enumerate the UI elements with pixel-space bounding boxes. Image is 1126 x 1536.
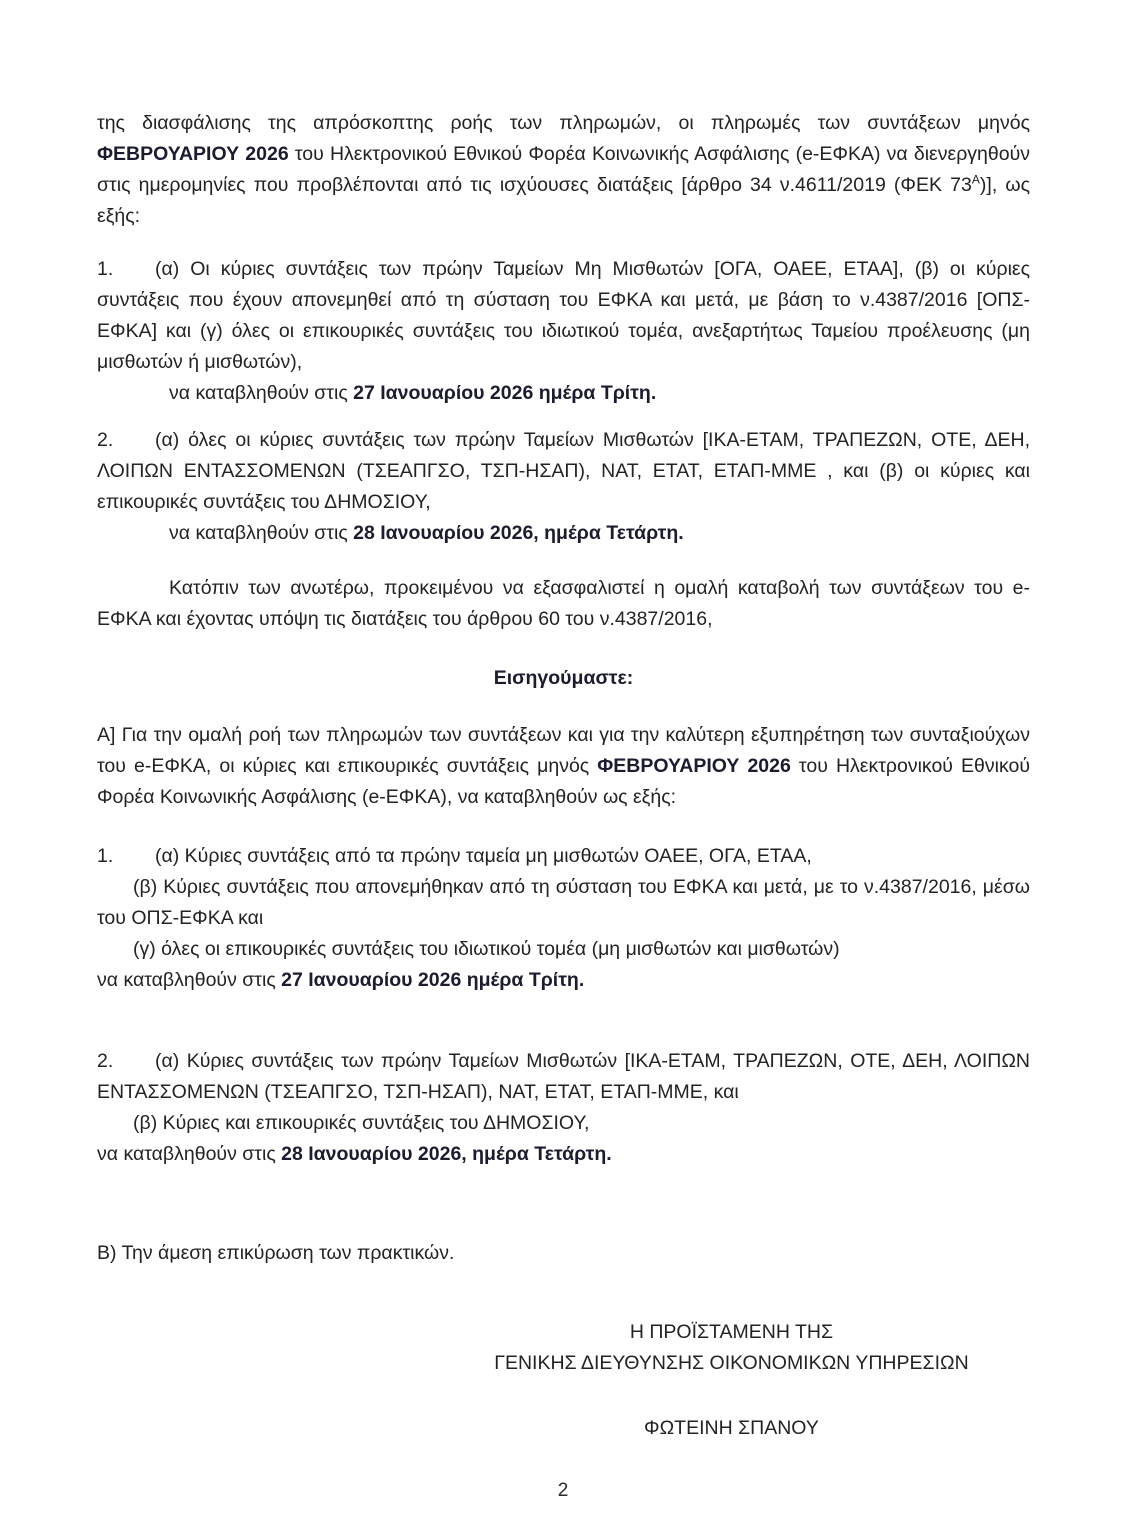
list1-item-1-date-line [97,378,1030,409]
section-a-month-bold: ΦΕΒΡΟΥΑΡΙΟΥ 2026 [597,755,791,777]
section-b-paragraph: Β) Την άμεση επικύρωση των πρακτικών. [97,1242,455,1264]
list1-item-2 [97,425,1030,549]
list2-item-2-date-bold: 28 Ιανουαρίου 2026, ημέρα Τετάρτη. [281,1143,612,1165]
list1-item-2-body [97,425,1030,518]
list1-item-1-date-bold: 27 Ιανουαρίου 2026 ημέρα Τρίτη. [353,382,657,404]
signature-name: ΦΩΤΕΙΝΗ ΣΠΑΝΟΥ [644,1417,819,1439]
list2-item-1-date-bold: 27 Ιανουαρίου 2026 ημέρα Τρίτη. [281,969,585,991]
list1-item-2-date-line [97,518,1030,549]
signature-title-line-1: Η ΠΡΟΪΣΤΑΜΕΝΗ ΤΗΣ [629,1321,834,1343]
list2-item-1-number: 1. [97,845,114,867]
list1-item-2-date-prefix: να καταβληθούν στις [169,522,354,544]
katopin-paragraph: Κατόπιν των ανωτέρω, προκειμένου να εξασφαλιστεί η ομαλή καταβολή των συντάξεων του e-ΕΦΚΑ και έχοντας υπόψη τις διατάξεις του άρθρου 60 του ν.4387/2016, [97,577,1030,630]
list2-item-1-line-a [97,841,1030,872]
list2-item-2-line-a [97,1046,1030,1108]
intro-text-mid: του Ηλεκτρονικού Εθνικού Φορέα Κοινωνικής Ασφάλισης (e-ΕΦΚΑ) να διενεργηθούν στις ημερομηνίες που προβλέπονται από τις ισχύουσες διατάξεις [άρθρο 34 ν.4611/2019 (ΦΕΚ 73 [97,143,1030,196]
list2-item-1-line-c: (γ) όλες οι επικουρικές συντάξεις του ιδιωτικού τομέα (μη μισθωτών και μισθωτών) [133,938,840,960]
signature-block [452,1317,1012,1444]
section-a-text-pre: Α] Για την ομαλή ροή των πληρωμών των συντάξεων και για την καλύτερη εξυπηρέτηση των συνταξιούχων του e-ΕΦΚΑ, οι κύριες και επικουρικές συντάξεις μηνός [97,724,1030,777]
list1-item-1-number: 1. [97,258,114,280]
list2-item-1-line-b: (β) Κύριες συντάξεις που απονεμήθηκαν από τη σύσταση του ΕΦΚΑ και μετά, με το ν.4387/2016, μέσω του ΟΠΣ-ΕΦΚΑ και [97,876,1030,929]
section-a-text-post: του Ηλεκτρονικού Εθνικού Φορέα Κοινωνικής Ασφάλισης (e-ΕΦΚΑ), να καταβληθούν ως εξής: [97,755,1030,808]
intro-text-pre: της διασφάλισης της απρόσκοπτης ροής των πληρωμών, οι πληρωμές των συντάξεων μηνός [97,112,1030,134]
page-number: 2 [557,1480,569,1501]
list2-item-2-date-line [97,1139,1030,1170]
list2-item-1-date-line [97,965,1030,996]
list1-item-2-number: 2. [97,429,114,451]
list1-item-1-body [97,254,1030,378]
list2-item-1 [97,841,1030,996]
intro-text-post: )], ως εξής: [97,174,1031,227]
signature-title-line-2: ΓΕΝΙΚΗΣ ΔΙΕΥΘΥΝΣΗΣ ΟΙΚΟΝΟΜΙΚΩΝ ΥΠΗΡΕΣΙΩΝ [494,1352,969,1374]
intro-paragraph [97,108,1030,232]
list2-item-1-date-prefix: να καταβληθούν στις [97,969,282,991]
list2-item-2 [97,1046,1030,1170]
list1-item-2-date-bold: 28 Ιανουαρίου 2026, ημέρα Τετάρτη. [353,522,684,544]
list1-item-1-text: (α) Οι κύριες συντάξεις των πρώην Ταμείων Μη Μισθωτών [ΟΓΑ, ΟΑΕΕ, ΕΤΑΑ], (β) οι κύριες συντάξεις που έχουν απονεμηθεί από τη σύσταση του ΕΦΚΑ και μετά, με βάση το ν.4387/2016 [ΟΠΣ-ΕΦΚΑ] και (γ) όλες οι επικουρικές συντάξεις του ιδιωτικού τομέα, ανεξαρτήτως Ταμείου προέλευσης (μη μισθωτών ή μισθωτών), [97,258,1030,373]
list1-item-2-text: (α) όλες οι κύριες συντάξεις των πρώην Ταμείων Μισθωτών [ΙΚΑ-ΕΤΑΜ, ΤΡΑΠΕΖΩΝ, ΟΤΕ, ΔΕΗ, ΛΟΙΠΩΝ ΕΝΤΑΣΣΟΜΕΝΩΝ (ΤΣΕΑΠΓΣΟ, ΤΣΠ-ΗΣΑΠ), ΝΑΤ, ΕΤΑΤ, ΕΤΑΠ-ΜΜΕ , και (β) οι κύριες και επικουρικές συντάξεις του ΔΗΜΟΣΙΟΥ, [97,429,1030,513]
list2-item-1-line-a-text: (α) Κύριες συντάξεις από τα πρώην ταμεία μη μισθωτών ΟΑΕΕ, ΟΓΑ, ΕΤΑΑ, [155,845,812,867]
section-a-paragraph [97,720,1030,813]
list2-item-2-line-a-text: (α) Κύριες συντάξεις των πρώην Ταμείων Μισθωτών [ΙΚΑ-ΕΤΑΜ, ΤΡΑΠΕΖΩΝ, ΟΤΕ, ΔΕΗ, ΛΟΙΠΩΝ ΕΝΤΑΣΣΟΜΕΝΩΝ (ΤΣΕΑΠΓΣΟ, ΤΣΠ-ΗΣΑΠ), ΝΑΤ, ΕΤΑΤ, ΕΤΑΠ-ΜΜΕ, και [97,1050,1030,1103]
intro-month-bold: ΦΕΒΡΟΥΑΡΙΟΥ 2026 [97,143,289,165]
list1-item-1 [97,254,1030,409]
intro-fek-superscript: Α [971,172,980,187]
list2-item-2-line-b: (β) Κύριες και επικουρικές συντάξεις του ΔΗΜΟΣΙΟΥ, [133,1112,590,1134]
list2-item-2-number: 2. [97,1050,114,1072]
list1-item-1-date-prefix: να καταβληθούν στις [169,382,354,404]
proposal-heading: Εισηγούμαστε: [493,667,634,689]
list2-item-2-date-prefix: να καταβληθούν στις [97,1143,282,1165]
